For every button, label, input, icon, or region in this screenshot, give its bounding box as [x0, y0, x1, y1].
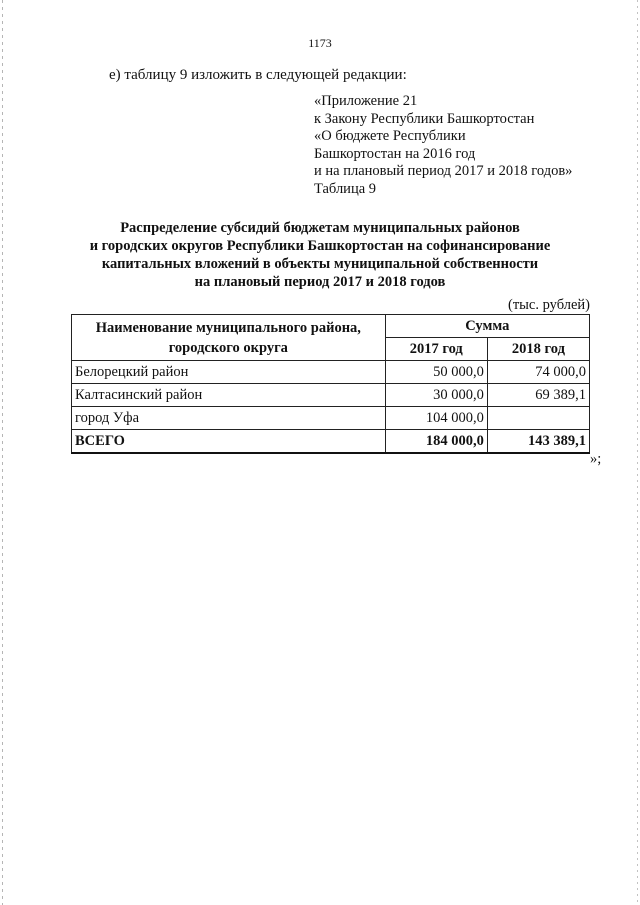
title-line: Распределение субсидий бюджетам муниципальных районов	[120, 220, 520, 236]
annex-line: Башкортостан на 2016 год	[314, 145, 476, 162]
row-value-2018: 69 389,1	[487, 384, 589, 407]
annex-line: и на плановый период 2017 и 2018 годов»	[314, 163, 573, 179]
title-line: на плановый период 2017 и 2018 годов	[194, 274, 446, 290]
title-line: капитальных вложений в объекты муниципальной собственности	[101, 256, 539, 272]
page-edge-right	[637, 0, 638, 905]
total-label: ВСЕГО	[72, 430, 386, 454]
total-value-2018: 143 389,1	[487, 430, 589, 454]
row-value-2017: 30 000,0	[385, 384, 487, 407]
table-row	[72, 361, 590, 384]
row-name: город Уфа	[72, 407, 386, 430]
annex-table-number: Таблица 9	[314, 180, 377, 197]
column-header-sum: Сумма	[385, 315, 589, 338]
closing-quote: »;	[590, 451, 602, 467]
title-line: и городских округов Республики Башкортостан на софинансирование	[89, 238, 551, 254]
intro-text: е) таблицу 9 изложить в следующей редакции:	[109, 67, 407, 83]
row-name: Калтасинский район	[72, 384, 386, 407]
table-row	[72, 407, 590, 430]
column-header-name-line: Наименование муниципального района,	[95, 319, 361, 336]
table-header-row	[72, 315, 590, 338]
row-value-2018	[487, 407, 589, 430]
annex-line: к Закону Республики Башкортостан	[314, 110, 535, 127]
table-total-row	[72, 430, 590, 454]
annex-block	[314, 93, 572, 198]
page-number: 1173	[308, 36, 332, 50]
row-value-2017: 104 000,0	[385, 407, 487, 430]
row-value-2017: 50 000,0	[385, 361, 487, 384]
column-header-name-line: городского округа	[168, 339, 288, 356]
row-value-2018: 74 000,0	[487, 361, 589, 384]
column-header-name	[72, 315, 386, 361]
page-edge-left	[2, 0, 3, 905]
annex-line: «Приложение 21	[314, 93, 418, 109]
table-title	[60, 219, 580, 291]
row-name: Белорецкий район	[72, 361, 386, 384]
column-header-2018: 2018 год	[487, 338, 589, 361]
column-header-2017: 2017 год	[385, 338, 487, 361]
annex-line: «О бюджете Республики	[314, 128, 466, 144]
units-label: (тыс. рублей)	[508, 297, 590, 313]
table-row	[72, 384, 590, 407]
total-value-2017: 184 000,0	[385, 430, 487, 454]
subsidy-table	[71, 314, 590, 454]
